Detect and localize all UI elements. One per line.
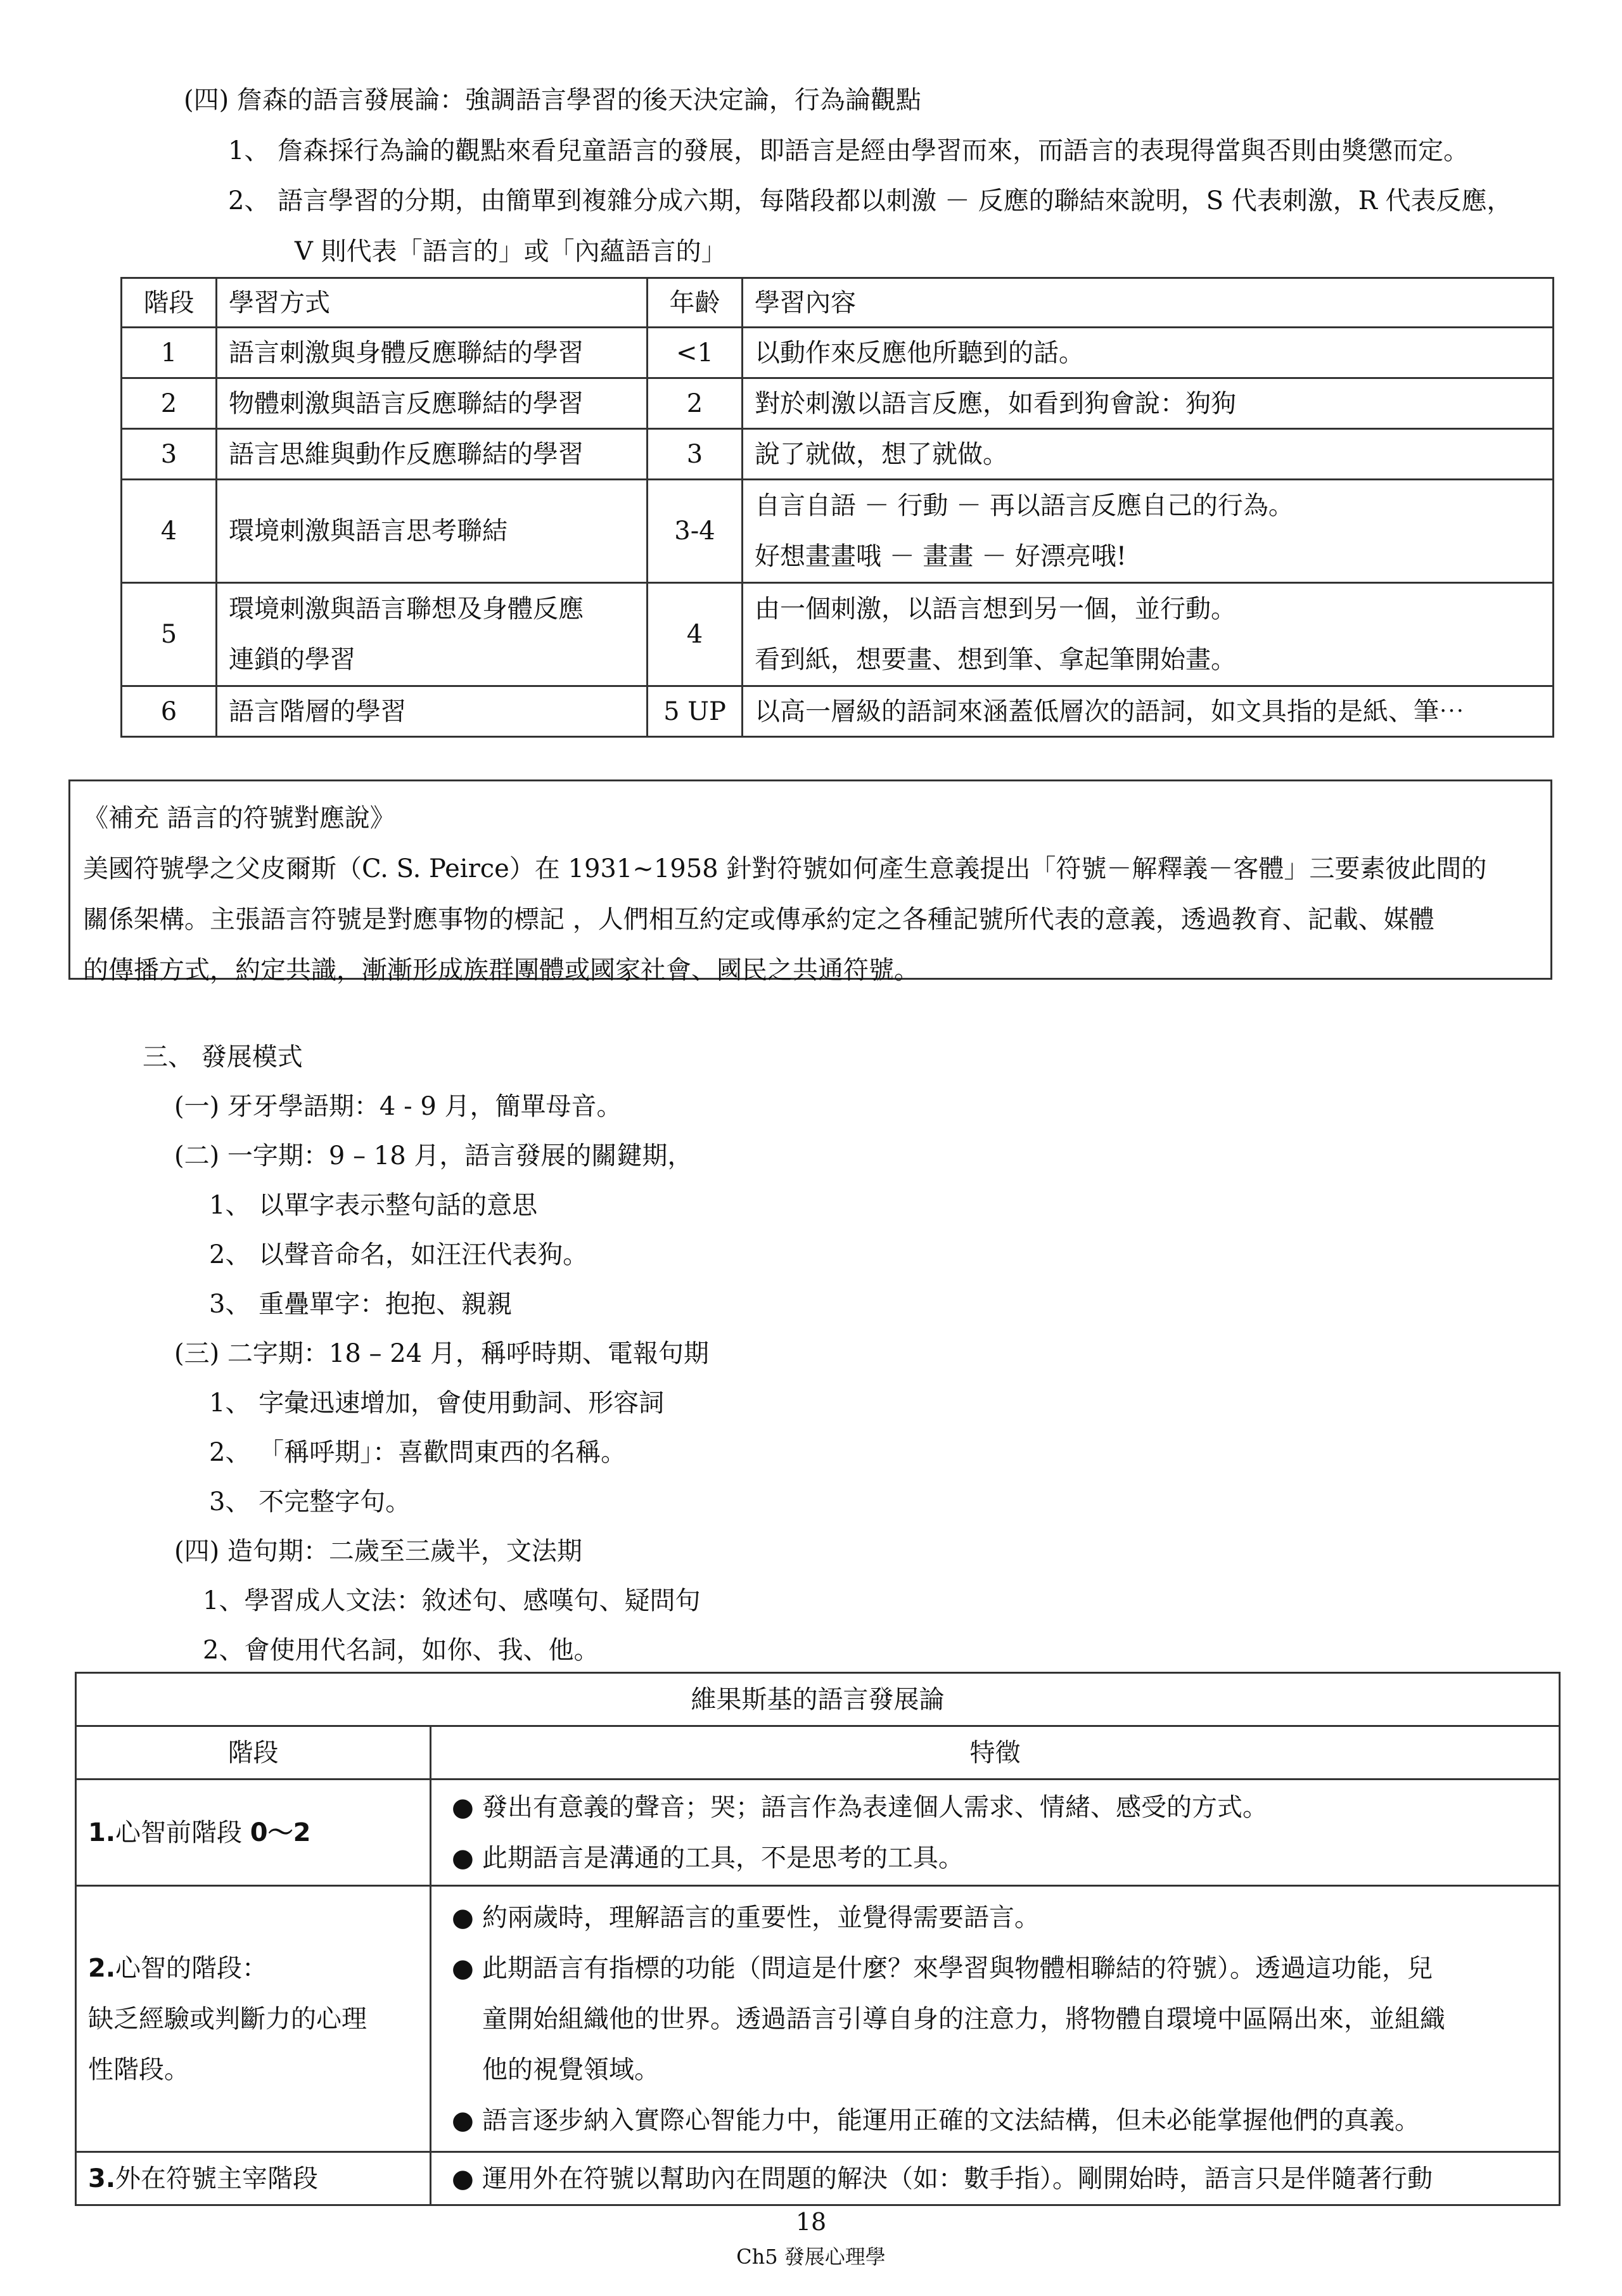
features-cell: [431, 1886, 1560, 2152]
features-cell: [431, 2152, 1560, 2205]
age-cell: 4: [648, 583, 743, 686]
content-cell: 說了就做，想了就做。: [743, 429, 1554, 480]
stage-desc: 性階段。: [88, 2055, 189, 2084]
staged-learning-table: [120, 277, 1554, 738]
method-cell: 物體刺激與語言反應聯結的學習: [217, 378, 648, 429]
table-header-row: [122, 278, 1554, 328]
stage-cell: 5: [122, 583, 217, 686]
section4-item1: 1、 詹森採行為論的觀點來看兒童語言的發展，即語言是經由學習而來，而語言的表現得當與否則由獎懲而定。: [228, 136, 1469, 165]
section4-item2-line2: V 則代表「語言的」或「內蘊語言的」: [295, 237, 727, 266]
age-cell: 3-4: [648, 480, 743, 583]
feature-text: 約兩歲時，理解語言的重要性，並覺得需要語言。: [482, 1902, 1040, 1932]
stage-number: 2.: [88, 1953, 116, 1983]
method-cell: 語言階層的學習: [217, 686, 648, 737]
devmodel-item: 2、 以聲音命名，如汪汪代表狗。: [209, 1240, 589, 1269]
feature-text: 此期語言是溝通的工具，不是思考的工具。: [482, 1843, 964, 1873]
features-cell: [431, 1780, 1560, 1886]
devmodel-item: 1、 字彙迅速增加，會使用動詞、形容詞: [209, 1389, 665, 1418]
table-row: [76, 1886, 1560, 2152]
feature-text: 發出有意義的聲音；哭；語言作為表達個人需求、情緒、感受的方式。: [482, 1792, 1268, 1822]
supplement-line: 美國符號學之父皮爾斯（C. S. Peirce）在 1931~1958 針對符號如何產生意義提出「符號－解釋義－客體」三要素彼此間的: [83, 854, 1487, 883]
chapter-title: Ch5 發展心理學: [736, 2245, 886, 2269]
devmodel-period-3: (三) 二字期：18 – 24 月，稱呼時期、電報句期: [174, 1339, 709, 1368]
stage-label: 心智前階段: [115, 1818, 250, 1847]
feature-text: 童開始組織他的世界。透過語言引導自身的注意力，將物體自環境中區隔出來，並組織: [482, 2004, 1445, 2034]
stage-cell: 1: [122, 328, 217, 378]
age-cell: 3: [648, 429, 743, 480]
supplement-title: 《補充 語言的符號對應說》: [83, 804, 395, 833]
devmodel-item: 2、 「稱呼期」：喜歡問東西的名稱。: [209, 1438, 627, 1467]
content-line: 好想畫畫哦 － 畫畫 － 好漂亮哦!: [755, 542, 1127, 571]
method-line: 連鎖的學習: [229, 645, 355, 674]
method-cell: 環境刺激與語言思考聯結: [217, 480, 648, 583]
feature-item: [443, 1833, 1547, 1883]
feature-item: [443, 2153, 1547, 2204]
stage-desc: 缺乏經驗或判斷力的心理: [88, 2004, 367, 2034]
content-line: 看到紙，想要畫、想到筆、拿起筆開始畫。: [755, 645, 1236, 674]
content-line: 自言自語 － 行動 － 再以語言反應自己的行為。: [755, 491, 1294, 520]
content-cell: [743, 480, 1554, 583]
devmodel-period-1: (一) 牙牙學語期：4 - 9 月，簡單母音。: [174, 1092, 622, 1121]
stage-cell: 4: [122, 480, 217, 583]
bullet-icon: ●: [452, 1843, 474, 1873]
stage-number: 1.: [88, 1818, 116, 1847]
stage-label: 心智的階段：: [115, 1953, 268, 1983]
feature-item: [443, 1892, 1547, 1943]
table-row: [76, 1780, 1560, 1886]
section-heading-4: (四) 詹森的語言發展論：強調語言學習的後天決定論，行為論觀點: [184, 86, 921, 115]
vygotsky-table: [75, 1672, 1561, 2206]
method-cell: [217, 583, 648, 686]
devmodel-item: 2、會使用代名詞，如你、我、他。: [203, 1636, 599, 1665]
page-number: 18: [795, 2208, 827, 2236]
method-line: 環境刺激與語言聯想及身體反應: [229, 594, 584, 624]
content-cell: 以高一層級的語詞來涵蓋低層次的語詞，如文具指的是紙、筆⋯: [743, 686, 1554, 737]
stage-cell: 3: [122, 429, 217, 480]
devmodel-item: 1、 以單字表示整句話的意思: [209, 1191, 538, 1220]
method-cell: 語言刺激與身體反應聯結的學習: [217, 328, 648, 378]
table-row: [122, 328, 1554, 378]
table-row: [122, 378, 1554, 429]
bullet-icon: ●: [452, 1792, 474, 1822]
table-title: 維果斯基的語言發展論: [76, 1673, 1560, 1726]
devmodel-period-4: (四) 造句期：二歲至三歲半，文法期: [174, 1537, 582, 1566]
bullet-icon: ●: [452, 1902, 474, 1932]
table-row: [122, 583, 1554, 686]
feature-text: 運用外在符號以幫助內在問題的解決（如：數手指）。剛開始時，語言只是伴隨著行動: [482, 2164, 1433, 2193]
supplement-line: 的傳播方式，約定共識，漸漸形成族群團體或國家社會、國民之共通符號。: [83, 956, 919, 985]
devmodel-period-2: (二) 一字期：9 – 18 月，語言發展的關鍵期，: [174, 1141, 693, 1170]
devmodel-item: 3、 重疊單字：抱抱、親親: [209, 1290, 513, 1319]
stage-label: 外在符號主宰階段: [115, 2164, 319, 2193]
header-features: 特徵: [431, 1726, 1560, 1780]
content-line: 由一個刺激，以語言想到另一個，並行動。: [755, 594, 1236, 624]
stage-cell: [76, 1780, 431, 1886]
feature-text: 此期語言有指標的功能（問這是什麼？來學習與物體相聯結的符號）。透過這功能，兒: [482, 1953, 1433, 1983]
supplement-box: [68, 779, 1552, 985]
stage-cell: 2: [122, 378, 217, 429]
feature-item: [443, 1782, 1547, 1833]
table-row: [76, 2152, 1560, 2205]
devmodel-item: 1、學習成人文法：敘述句、感嘆句、疑問句: [203, 1586, 701, 1615]
section4-item2-line1: 2、 語言學習的分期，由簡單到複雜分成六期，每階段都以刺激 － 反應的聯結來說明，S 代表刺激，R 代表反應，: [228, 186, 1512, 215]
table-header-row: [76, 1726, 1560, 1780]
content-cell: [743, 583, 1554, 686]
age-cell: 5 UP: [648, 686, 743, 737]
bullet-icon: ●: [452, 2105, 474, 2135]
stage-cell: [76, 1886, 431, 2152]
supplement-line: 關係架構。主張語言符號是對應事物的標記 ，人們相互約定或傳承約定之各種記號所代表的意義，透過教育、記載、媒體: [83, 905, 1434, 934]
feature-item: [443, 2095, 1547, 2146]
bullet-icon: ●: [452, 2164, 474, 2193]
bullet-icon: ●: [452, 1953, 474, 1983]
age-cell: 2: [648, 378, 743, 429]
header-stage: 階段: [76, 1726, 431, 1780]
content-cell: 對於刺激以語言反應，如看到狗會說：狗狗: [743, 378, 1554, 429]
table-row: [122, 686, 1554, 737]
stage-title: [88, 1943, 418, 1994]
devmodel-heading: 三、 發展模式: [143, 1042, 303, 1072]
stage-cell: [76, 2152, 431, 2205]
table-row: [122, 480, 1554, 583]
stage-number: 3.: [88, 2164, 116, 2193]
content-cell: 以動作來反應他所聽到的話。: [743, 328, 1554, 378]
header-age: 年齡: [648, 278, 743, 328]
devmodel-item: 3、 不完整字句。: [209, 1487, 411, 1517]
feature-text: 他的視覺領域。: [482, 2055, 660, 2084]
feature-text: 語言逐步納入實際心智能力中，能運用正確的文法結構，但未必能掌握他們的真義。: [482, 2105, 1420, 2135]
header-content: 學習內容: [743, 278, 1554, 328]
age-cell: <1: [648, 328, 743, 378]
header-method: 學習方式: [217, 278, 648, 328]
header-stage: 階段: [122, 278, 217, 328]
table-title-row: [76, 1673, 1560, 1726]
feature-item: [443, 1943, 1547, 2095]
stage-cell: 6: [122, 686, 217, 737]
stage-range: 0～2: [250, 1818, 311, 1847]
table-row: [122, 429, 1554, 480]
method-cell: 語言思維與動作反應聯結的學習: [217, 429, 648, 480]
